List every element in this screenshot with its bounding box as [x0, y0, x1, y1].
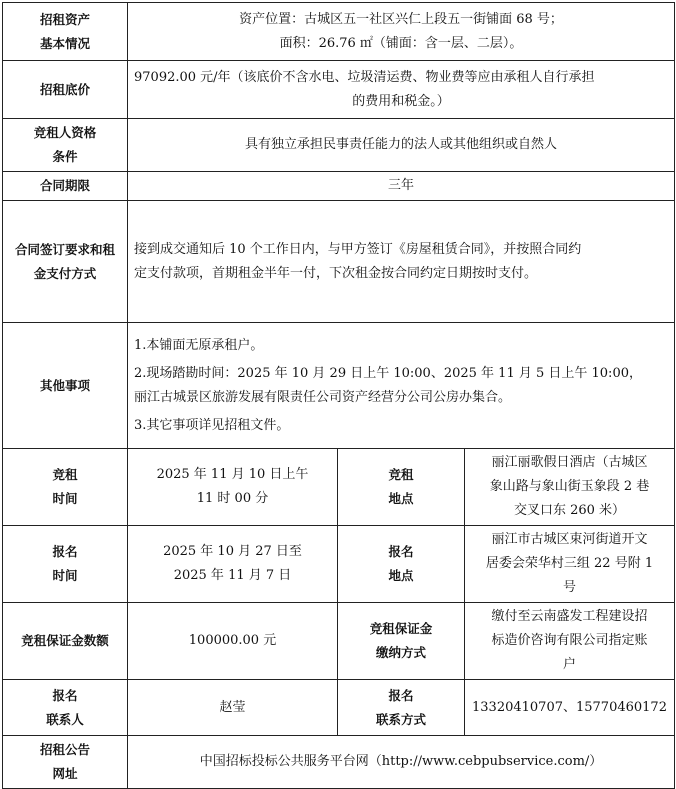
deposit-amount-label: 竞租保证金数额 — [3, 603, 128, 680]
contact-method-value: 13320410707、15770460172 — [465, 680, 675, 736]
base-price-label: 招租底价 — [3, 61, 128, 119]
asset-area: 面积：26.76 ㎡（铺面：含一层、二层）。 — [279, 35, 523, 51]
contact-person-label: 报名 联系人 — [3, 680, 128, 736]
register-place-label: 报名 地点 — [338, 526, 465, 603]
register-row — [3, 526, 675, 603]
asset-info — [128, 3, 675, 61]
deposit-method-label: 竞租保证金 缴纳方式 — [338, 603, 465, 680]
contract-term-row — [3, 172, 675, 201]
deposit-method-value: 缴付至云南盛发工程建设招 标造价咨询有限公司指定账 户 — [465, 603, 675, 680]
qualification-row — [3, 119, 675, 172]
deposit-row — [3, 603, 675, 680]
other-text: 1.本铺面无原承租户。 2.现场踏勘时间：2025 年 10 月 29 日上午 10:00、2025 年 11 月 5 日上午 10:00， 丽江古城景区旅游发展有限责任公司资产经营分公司公房办集合。 3.其它事项详见招租文件。 — [128, 323, 675, 449]
signing-row — [3, 201, 675, 323]
other-label: 其他事项 — [3, 323, 128, 449]
bidding-time-label: 竞租 时间 — [3, 449, 128, 526]
contact-method-label: 报名 联系方式 — [338, 680, 465, 736]
contact-row — [3, 680, 675, 736]
rental-notice-table — [2, 2, 675, 789]
register-place-value: 丽江市古城区束河街道开文 居委会荣华村三组 22 号附 1 号 — [465, 526, 675, 603]
signing-label: 合同签订要求和租 金支付方式 — [3, 201, 128, 323]
asset-location: 资产位置：古城区五一社区兴仁上段五一街铺面 68 号； — [239, 11, 563, 27]
qualification-label: 竞租人资格 条件 — [3, 119, 128, 172]
announcement-url: 中国招标投标公共服务平台网（http://www.cebpubservice.com/） — [128, 736, 675, 789]
signing-text: 接到成交通知后 10 个工作日内，与甲方签订《房屋租赁合同》，并按照合同约 定支付款项，首期租金半年一付，下次租金按合同约定日期按时支付。 — [128, 201, 675, 323]
bidding-place-value: 丽江丽歌假日酒店（古城区 象山路与象山街玉象段 2 巷 交叉口东 260 米） — [465, 449, 675, 526]
bidding-place-label: 竞租 地点 — [338, 449, 465, 526]
contact-person-value: 赵莹 — [128, 680, 338, 736]
bidding-row — [3, 449, 675, 526]
asset-row — [3, 3, 675, 61]
deposit-amount-value: 100000.00 元 — [128, 603, 338, 680]
base-price-info: 97092.00 元/年（该底价不含水电、垃圾清运费、物业费等应由承租人自行承担 的费用和税金。） — [128, 61, 675, 119]
contract-term-label: 合同期限 — [3, 172, 128, 201]
other-row — [3, 323, 675, 449]
register-time-label: 报名 时间 — [3, 526, 128, 603]
asset-label: 招租资产 基本情况 — [3, 3, 128, 61]
register-time-value: 2025 年 10 月 27 日至 2025 年 11 月 7 日 — [128, 526, 338, 603]
announcement-row — [3, 736, 675, 789]
bidding-time-value: 2025 年 11 月 10 日上午 11 时 00 分 — [128, 449, 338, 526]
contract-term-value: 三年 — [128, 172, 675, 201]
base-price-row — [3, 61, 675, 119]
announcement-label: 招租公告 网址 — [3, 736, 128, 789]
qualification-text: 具有独立承担民事责任能力的法人或其他组织或自然人 — [128, 119, 675, 172]
